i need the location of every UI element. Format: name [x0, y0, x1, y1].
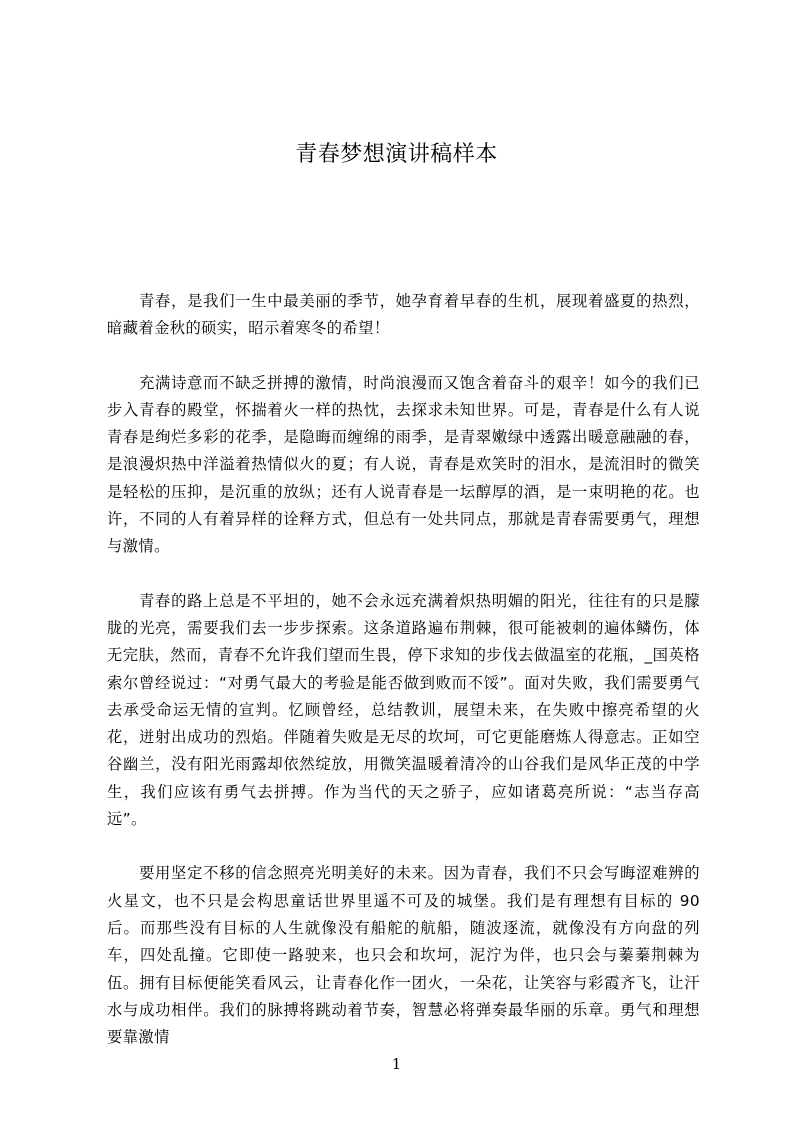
- paragraph-3: 青春的路上总是不平坦的，她不会永远充满着炽热明媚的阳光，往往有的只是朦胧的光亮，需要我们去一步步探索。这条道路遍布荆棘，很可能被刺的遍体鳞伤，体无完肤，然而，青春不允许我们望而生畏，停下求知的步伐去做温室的花瓶，_国英格索尔曾经说过：“对勇气最大的考验是能否做到败而不馁”。面对失败，我们需要勇气去承受命运无情的宣判。忆顾曾经，总结教训，展望未来，在失败中擦亮希望的火花，迸射出成功的烈焰。伴随着失败是无尽的坎坷，可它更能磨炼人得意志。正如空谷幽兰，没有阳光雨露却依然绽放，用微笑温暖着清冷的山谷我们是风华正茂的中学生，我们应该有勇气去拼搏。作为当代的天之骄子，应如诸葛亮所说：“志当存高远”。: [107, 591, 700, 829]
- paragraph-2: 充满诗意而不缺乏拼搏的激情，时尚浪漫而又饱含着奋斗的艰辛！如今的我们已步入青春的殿堂，怀揣着火一样的热忱，去探求未知世界。可是，青春是什么有人说青春是绚烂多彩的花季，是隐晦而缠绵的雨季，是青翠嫩绿中透露出暖意融融的春，是浪漫炽热中洋溢着热情似火的夏；有人说，青春是欢笑时的泪水，是流泪时的微笑是轻松的压抑，是沉重的放纵；还有人说青春是一坛醇厚的酒，是一束明艳的花。也许，不同的人有着异样的诠释方式，但总有一处共同点，那就是青春需要勇气，理想与激情。: [107, 373, 700, 556]
- page-number: 1: [391, 1055, 402, 1073]
- document-body: [107, 288, 700, 1078]
- document-title: 青春梦想演讲稿样本: [295, 142, 498, 167]
- paragraph-1: 青春，是我们一生中最美丽的季节，她孕育着早春的生机，展现着盛夏的热烈，暗藏着金秋的硕实，昭示着寒冬的希望！: [107, 292, 700, 338]
- paragraph-4: 要用坚定不移的信念照亮光明美好的未来。因为青春，我们不只会写晦涩难辨的火星文，也不只是会构思童话世界里遥不可及的城堡。我们是有理想有目标的 90 后。而那些没有目标的人生就像没有船舵的航船，随波逐流，就像没有方向盘的列车，四处乱撞。它即使一路驶来，也只会和坎坷，泥泞为伴，也只会与蓁蓁荆棘为伍。拥有目标便能笑看风云，让青春化作一团火，一朵花，让笑容与彩霞齐飞，让汗水与成功相伴。我们的脉搏将跳动着节奏，智慧必将弹奏最华丽的乐章。勇气和理想要靠激情: [107, 864, 700, 1047]
